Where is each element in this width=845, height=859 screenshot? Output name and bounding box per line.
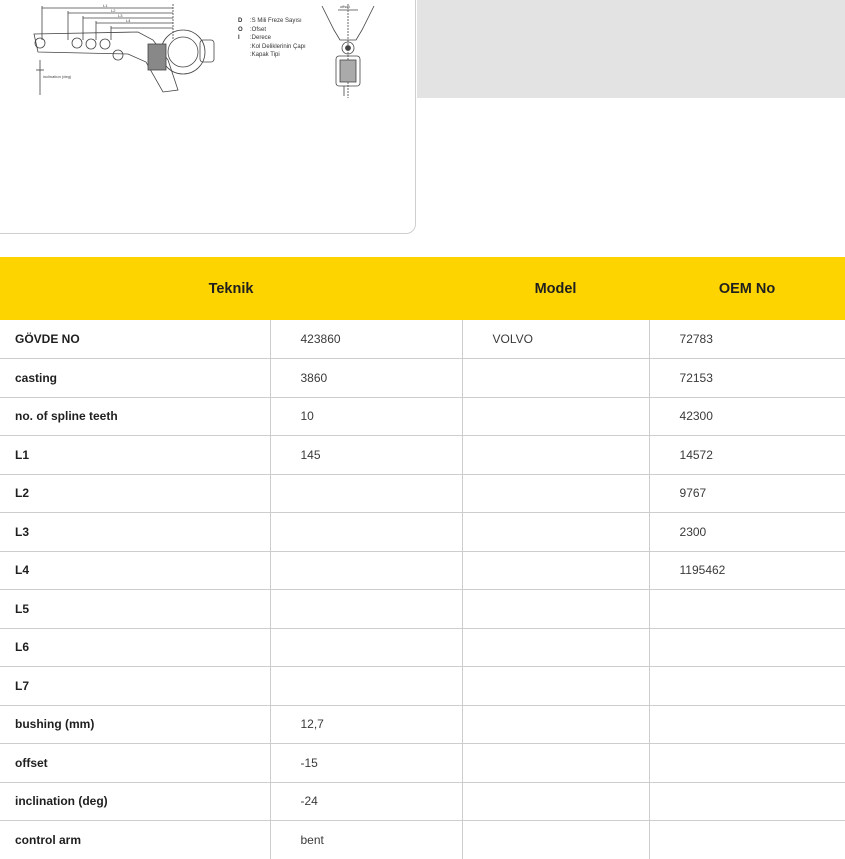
cell-model: [462, 705, 649, 744]
table-header-row: [0, 257, 845, 320]
dimension-l3-label: L3: [118, 13, 123, 18]
cell-oem-no: [649, 782, 845, 821]
cell-model: [462, 474, 649, 513]
cell-value: [270, 474, 462, 513]
header-model: Model: [534, 280, 577, 297]
cell-oem-no: 2300: [649, 513, 845, 552]
legend-row: [238, 26, 306, 35]
cell-oem-no: 72153: [649, 359, 845, 398]
cell-label: L6: [0, 628, 270, 667]
cell-oem-no: [649, 590, 845, 629]
cell-oem-no: 42300: [649, 397, 845, 436]
table-row: [0, 821, 845, 859]
cell-model: [462, 397, 649, 436]
table-row: [0, 551, 845, 590]
cell-value: 145: [270, 436, 462, 475]
cell-value: [270, 551, 462, 590]
cell-model: [462, 551, 649, 590]
legend-row: [238, 51, 306, 60]
dimension-l4-label: L4: [126, 18, 131, 23]
cell-oem-no: 9767: [649, 474, 845, 513]
table-row: [0, 320, 845, 359]
cell-label: L4: [0, 551, 270, 590]
header-teknik: Teknik: [208, 280, 254, 297]
cell-value: [270, 628, 462, 667]
spec-table: [0, 257, 845, 859]
legend-text: :Ofset: [250, 26, 267, 33]
cell-model: [462, 513, 649, 552]
cell-value: 423860: [270, 320, 462, 359]
cell-value: bent: [270, 821, 462, 859]
cell-oem-no: [649, 667, 845, 706]
legend-row: [238, 17, 306, 26]
legend-key: [238, 43, 246, 52]
cell-model: [462, 744, 649, 783]
table-row: [0, 628, 845, 667]
legend-text: :Kol Deliklerinin Çapı: [250, 43, 306, 50]
cell-oem-no: [649, 705, 845, 744]
table-row: [0, 359, 845, 398]
cell-label: inclination (deg): [0, 782, 270, 821]
slack-adjuster-side-drawing: [28, 0, 223, 100]
legend-key: I: [238, 35, 240, 41]
legend-row: [238, 43, 306, 52]
cell-label: bushing (mm): [0, 705, 270, 744]
cell-oem-no: 1195462: [649, 551, 845, 590]
cell-value: 10: [270, 397, 462, 436]
dimension-l2-label: L2: [111, 8, 116, 13]
legend-row: [238, 34, 306, 43]
cell-oem-no: [649, 744, 845, 783]
cell-value: -24: [270, 782, 462, 821]
dimension-l1-label: L1: [103, 3, 108, 8]
cell-oem-no: 72783: [649, 320, 845, 359]
cell-label: L2: [0, 474, 270, 513]
image-placeholder-panel: [417, 0, 845, 98]
cell-label: offset: [0, 744, 270, 783]
cell-label: L3: [0, 513, 270, 552]
legend-text: :S Mili Freze Sayısı: [250, 18, 302, 24]
table-row: [0, 397, 845, 436]
cell-value: [270, 513, 462, 552]
cell-model: [462, 590, 649, 629]
cell-oem-no: [649, 821, 845, 859]
cell-value: [270, 590, 462, 629]
table-body: [0, 320, 845, 859]
table-row: [0, 513, 845, 552]
table-row: [0, 590, 845, 629]
cell-label: casting: [0, 359, 270, 398]
table-row: [0, 705, 845, 744]
cell-model: [462, 628, 649, 667]
table-row: [0, 744, 845, 783]
cell-label: no. of spline teeth: [0, 397, 270, 436]
cell-label: GÖVDE NO: [0, 320, 270, 359]
table-row: [0, 474, 845, 513]
legend-text: :Kapak Tipi: [250, 52, 280, 58]
inclination-label: inclination (deg): [43, 74, 72, 79]
cell-model: [462, 359, 649, 398]
cell-label: control arm: [0, 821, 270, 859]
cell-label: L7: [0, 667, 270, 706]
slack-adjuster-front-drawing: [318, 0, 378, 100]
table-row: [0, 782, 845, 821]
cell-oem-no: [649, 628, 845, 667]
legend-key: D: [238, 18, 243, 24]
table-row: [0, 667, 845, 706]
cell-label: L5: [0, 590, 270, 629]
cell-model: [462, 821, 649, 859]
cell-value: [270, 667, 462, 706]
offset-label: offset: [340, 4, 350, 9]
cell-value: 12,7: [270, 705, 462, 744]
cell-model: [462, 436, 649, 475]
legend-text: :Derece: [250, 35, 272, 41]
cell-oem-no: 14572: [649, 436, 845, 475]
cell-label: L1: [0, 436, 270, 475]
cell-model: [462, 782, 649, 821]
cell-model: VOLVO: [462, 320, 649, 359]
legend-key: [238, 51, 246, 60]
drawing-legend: [238, 17, 306, 60]
table-row: [0, 436, 845, 475]
cell-value: 3860: [270, 359, 462, 398]
cell-value: -15: [270, 744, 462, 783]
header-oem-no: OEM No: [718, 280, 776, 297]
legend-key: O: [238, 26, 243, 33]
cell-model: [462, 667, 649, 706]
